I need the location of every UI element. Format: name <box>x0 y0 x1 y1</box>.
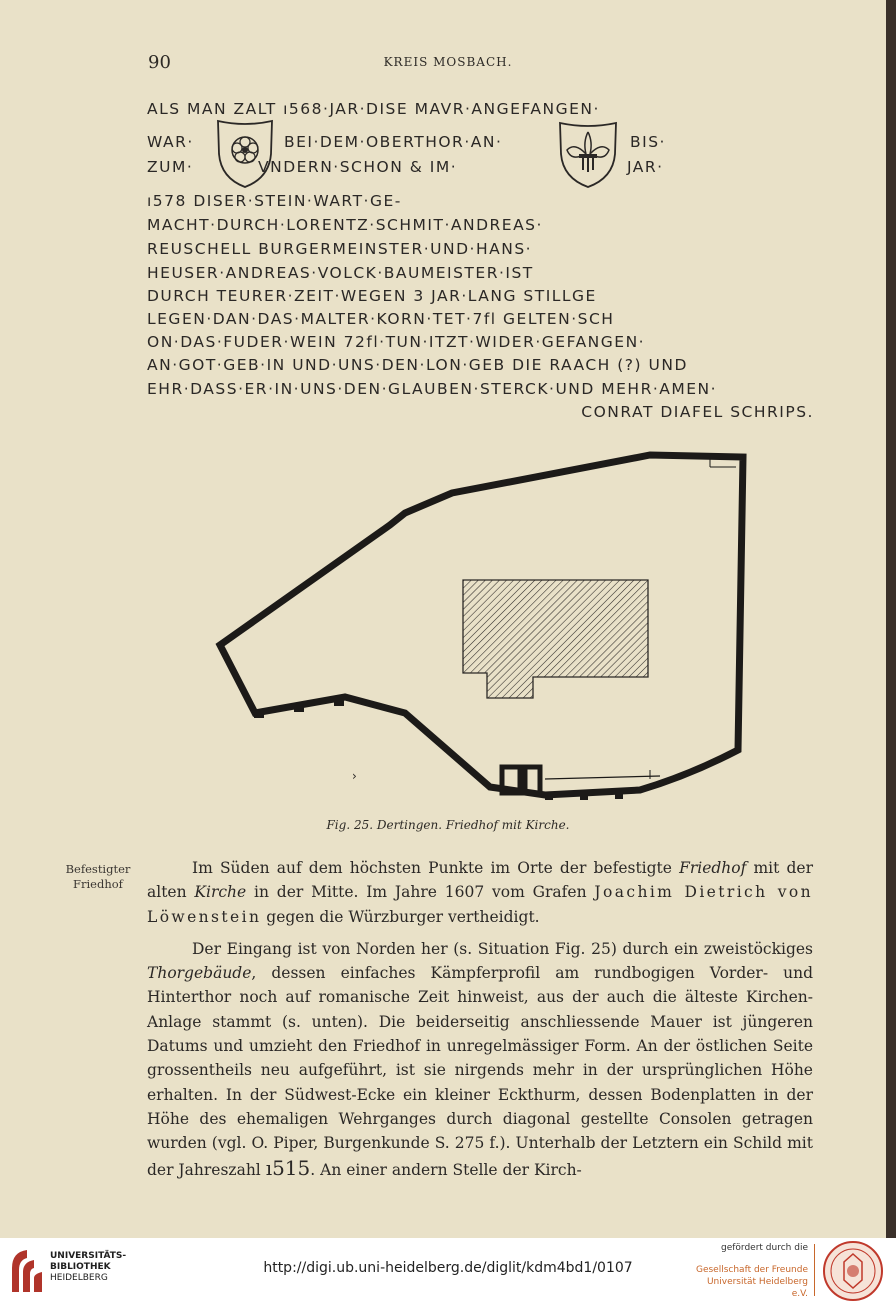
page-edge <box>886 0 896 1238</box>
rose-shield-icon <box>215 118 275 190</box>
text-run: Im Süden auf dem höchsten Punkte im Orte der befestigte <box>192 859 680 877</box>
cemetery-plan-figure <box>210 445 760 810</box>
paragraph-2 <box>147 937 813 1182</box>
inscription-line-12: EHR·DASS·ER·IN·UNS·DEN·GLAUBEN·STERCK·UND MEHR·AMEN· <box>147 380 718 398</box>
text-run: in der Mitte. Im Jahre 1607 vom Grafen <box>246 883 595 902</box>
text-run: . An einer andern Stelle der Kirch- <box>310 1160 582 1179</box>
sponsor-label: gefördert durch die <box>721 1243 808 1253</box>
running-title: KREIS MOSBACH. <box>383 55 513 69</box>
inscription-line-2c: BIS· <box>630 133 666 151</box>
inscription-line-13: CONRAT DIAFEL SCHRIPS. <box>581 403 814 421</box>
inscription-line-3c: JAR· <box>627 158 664 176</box>
year-inscription: ı515 <box>265 1155 311 1180</box>
svg-text:›: › <box>352 769 357 783</box>
body-text <box>147 856 813 1182</box>
text-run: Der Eingang ist von Norden her (s. Situation Fig. 25) durch ein zweistöckiges <box>192 939 813 958</box>
inscription-line-8: DURCH TEURER·ZEIT·WEGEN 3 JAR·LANG STILLGE <box>147 287 597 305</box>
margin-note: Befestigter Friedhof <box>65 862 131 891</box>
inscription-line-3a: ZUM· <box>147 158 194 176</box>
figure-caption: Fig. 25. Dertingen. Friedhof mit Kirche. <box>326 818 570 832</box>
inscription-line-2a: WAR· <box>147 133 194 151</box>
sponsor-line-1: Gesellschaft der Freunde <box>695 1265 808 1275</box>
inscription-line-4: ı578 DISER·STEIN·WART·GE- <box>147 192 402 210</box>
inscription-line-3b: VNDERN·SCHON & IM· <box>258 158 458 176</box>
inscription-line-9: LEGEN·DAN·DAS·MALTER·KORN·TET·7fl GELTEN·SCH <box>147 310 615 328</box>
sponsor-block <box>690 1242 808 1300</box>
inscription-line-5: MACHT·DURCH·LORENTZ·SCHMIT·ANDREAS· <box>147 216 543 234</box>
library-line-2: BIBLIOTHEK <box>50 1262 111 1272</box>
permalink-url[interactable]: http://digi.ub.uni-heidelberg.de/diglit/kdm4bd1/0107 <box>263 1260 633 1276</box>
text-run: mit der alten <box>147 859 813 902</box>
text-run: gegen die Würzburger vertheidigt. <box>261 907 540 926</box>
inscription-line-6: REUSCHELL BURGERMEINSTER·UND·HANS· <box>147 240 533 258</box>
library-line-3: HEIDELBERG <box>50 1273 108 1283</box>
inscription-line-7: HEUSER·ANDREAS·VOLCK·BAUMEISTER·IST <box>147 264 534 282</box>
fleur-de-lis-shield-icon <box>557 120 619 190</box>
footer-divider <box>814 1244 815 1296</box>
inscription-line-1: ALS MAN ZALT ı568·JAR·DISE MAVR·ANGEFANGEN· <box>147 100 600 118</box>
paragraph-1 <box>147 856 813 929</box>
church-footprint <box>463 580 648 698</box>
inscription-line-10: ON·DAS·FUDER·WEIN 72fl·TUN·ITZT·WIDER·GEFANGEN· <box>147 333 646 351</box>
footer-bar <box>0 1238 896 1303</box>
text-run: , dessen einfaches Kämpferprofil am rundbogigen Vorder- und Hinterthor noch auf romanische Zeit hinweist, aus der auch die älteste Kirchen-Anlage stammt (s. unten). Die beiderseitig anschliessende Mauer ist jüngeren Datums und umzieht den Friedhof in unregelmässiger Form. An der östlichen Seite grossentheils neu aufgeführt, ist sie nirgends mehr in der ursprünglichen Höhe erhalten. In der Südwest-Ecke ein kleiner Eckthurm, dessen Bodenplatten in der Höhe des ehemaligen Wehrganges durch diagonal gestellte Consolen getragen wurden (vgl. O. Piper, Burgenkunde S. 275 f.). Unterhalb der Letztern ein Schild mit der Jahreszahl <box>147 964 813 1179</box>
inscription-line-2b: BEI·DEM·OBERTHOR·AN· <box>284 133 503 151</box>
term-thorgebaeude: Thorgebäude <box>147 964 252 983</box>
inscription-line-11: AN·GOT·GEB·IN UND·UNS·DEN·LON·GEB DIE RAACH (?) UND <box>147 356 688 374</box>
sponsor-line-2: Universität Heidelberg e.V. <box>706 1277 808 1299</box>
person-name: Joachim Dietrich von Löwenstein <box>147 883 813 926</box>
term-kirche: Kirche <box>194 883 247 902</box>
library-line-1: UNIVERSITÄTS- <box>50 1251 127 1261</box>
term-friedhof: Friedhof <box>679 859 747 877</box>
page-number: 90 <box>148 52 171 73</box>
university-seal-icon <box>822 1240 884 1302</box>
